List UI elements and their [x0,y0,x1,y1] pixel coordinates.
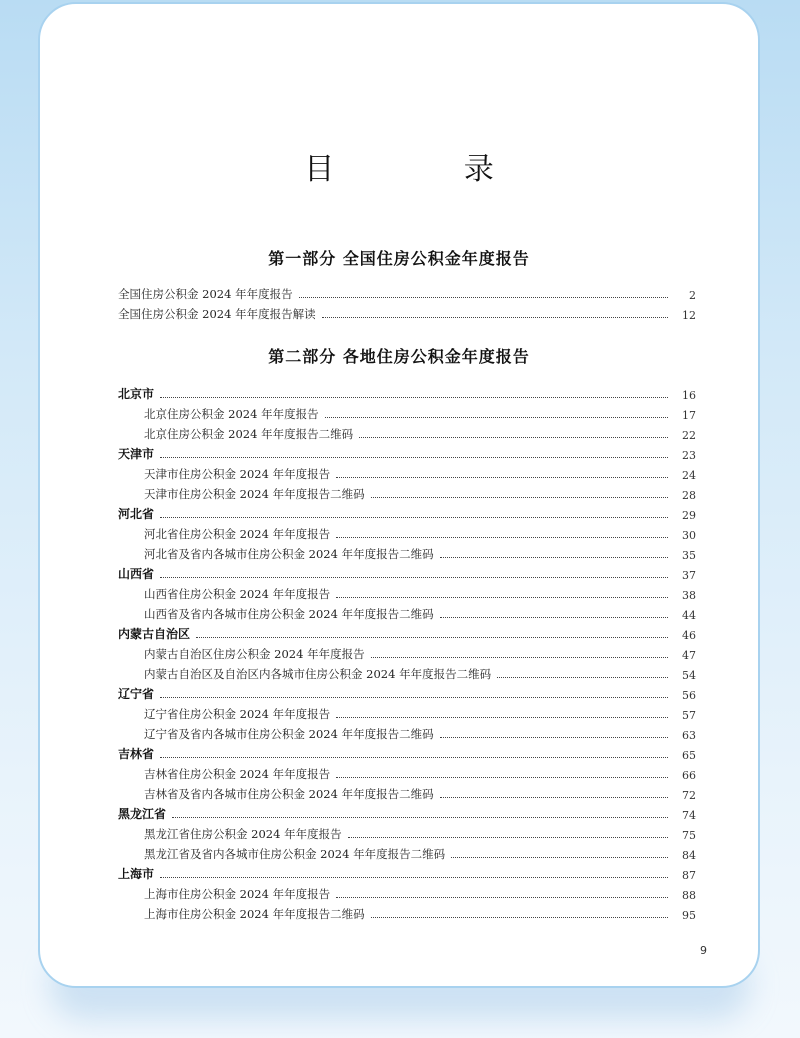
toc-entry[interactable] [118,422,696,442]
leader-dots [160,397,668,398]
toc-entry-label: 黑龙江省及省内各城市住房公积金 2024 年年度报告二维码 [144,847,446,861]
toc-entry-label: 吉林省及省内各城市住房公积金 2024 年年度报告二维码 [144,787,434,801]
page-number: 9 [700,944,707,957]
toc-entry-page: 12 [682,309,696,322]
toc-entry-label: 全国住房公积金 2024 年年度报告 [118,287,293,301]
toc-region[interactable] [118,742,696,762]
toc-entry-label: 河北省住房公积金 2024 年年度报告 [144,527,331,541]
toc-entry[interactable] [118,522,696,542]
toc-entry[interactable] [118,582,696,602]
toc-region-page: 37 [682,569,696,582]
toc-entry-label: 辽宁省及省内各城市住房公积金 2024 年年度报告二维码 [144,727,434,741]
toc-entry[interactable] [118,482,696,502]
toc-entry-page: 30 [682,529,696,542]
toc-region-page: 46 [682,629,696,642]
leader-dots [336,477,668,478]
toc-entry[interactable] [118,462,696,482]
toc-entry[interactable] [118,662,696,682]
toc-entry-label: 北京住房公积金 2024 年年度报告二维码 [144,427,354,441]
leader-dots [299,297,668,298]
part2-heading: 第二部分 各地住房公积金年度报告 [268,347,530,366]
toc-region[interactable] [118,862,696,882]
toc-entry[interactable] [118,882,696,902]
toc-entry[interactable] [118,822,696,842]
leader-dots [371,657,668,658]
toc-region[interactable] [118,442,696,462]
toc-entry-page: 35 [682,549,696,562]
leader-dots [497,677,668,678]
toc-region-label: 河北省 [118,507,155,521]
toc-region[interactable] [118,622,696,642]
toc-title: 目 录 [304,152,554,187]
toc-region-page: 56 [682,689,696,702]
document-page [38,2,760,988]
toc-region-label: 黑龙江省 [118,807,167,821]
toc-entry-label: 上海市住房公积金 2024 年年度报告 [144,887,331,901]
toc-region[interactable] [118,802,696,822]
leader-dots [336,717,668,718]
toc-region[interactable] [118,502,696,522]
toc-entry-page: 88 [682,889,696,902]
toc-region-page: 87 [682,869,696,882]
leader-dots [172,817,668,818]
toc-entry-label: 山西省及省内各城市住房公积金 2024 年年度报告二维码 [144,607,434,621]
toc-region-label: 北京市 [118,387,155,401]
toc-entry-page: 2 [689,289,696,302]
toc-entry-page: 24 [682,469,696,482]
leader-dots [440,737,668,738]
toc-entry-label: 天津市住房公积金 2024 年年度报告二维码 [144,487,365,501]
toc-entry[interactable] [118,602,696,622]
toc-entry-page: 57 [682,709,696,722]
toc-entry-page: 44 [682,609,696,622]
toc-entry[interactable] [118,902,696,922]
leader-dots [440,557,668,558]
leader-dots [196,637,668,638]
toc-entry-label: 山西省住房公积金 2024 年年度报告 [144,587,331,601]
toc-entry-page: 84 [682,849,696,862]
toc-entry-page: 28 [682,489,696,502]
toc-entry-label: 内蒙古自治区住房公积金 2024 年年度报告 [144,647,365,661]
toc-entry[interactable] [118,282,696,302]
toc-entry-page: 22 [682,429,696,442]
toc-entry-label: 黑龙江省住房公积金 2024 年年度报告 [144,827,342,841]
toc-entry-label: 北京住房公积金 2024 年年度报告 [144,407,319,421]
toc-region-label: 上海市 [118,867,155,881]
part1-heading: 第一部分 全国住房公积金年度报告 [268,249,530,268]
toc-region-label: 山西省 [118,567,155,581]
toc-entry[interactable] [118,302,696,322]
toc-entry[interactable] [118,542,696,562]
toc-entry-page: 63 [682,729,696,742]
toc-entry[interactable] [118,762,696,782]
leader-dots [371,497,668,498]
toc-entry[interactable] [118,642,696,662]
toc-region[interactable] [118,562,696,582]
toc-entry-page: 95 [682,909,696,922]
leader-dots [348,837,668,838]
leader-dots [160,517,668,518]
leader-dots [160,877,668,878]
toc-entry-label: 全国住房公积金 2024 年年度报告解读 [118,307,316,321]
leader-dots [451,857,668,858]
toc-entry-label: 吉林省住房公积金 2024 年年度报告 [144,767,331,781]
toc-entry-label: 内蒙古自治区及自治区内各城市住房公积金 2024 年年度报告二维码 [144,667,492,681]
leader-dots [336,897,668,898]
toc-entry-label: 河北省及省内各城市住房公积金 2024 年年度报告二维码 [144,547,434,561]
leader-dots [160,697,668,698]
toc-entry-label: 辽宁省住房公积金 2024 年年度报告 [144,707,331,721]
toc-entry-page: 66 [682,769,696,782]
toc-entry[interactable] [118,782,696,802]
leader-dots [160,757,668,758]
toc-entry[interactable] [118,402,696,422]
toc-entry[interactable] [118,702,696,722]
toc-region-label: 辽宁省 [118,687,155,701]
leader-dots [325,417,668,418]
toc-region-page: 29 [682,509,696,522]
leader-dots [440,797,668,798]
toc-region-page: 74 [682,809,696,822]
toc-region-page: 65 [682,749,696,762]
leader-dots [160,577,668,578]
toc-entry-page: 47 [682,649,696,662]
toc-region[interactable] [118,682,696,702]
leader-dots [440,617,668,618]
leader-dots [371,917,668,918]
leader-dots [336,777,668,778]
toc-entry-page: 54 [682,669,696,682]
leader-dots [359,437,668,438]
leader-dots [160,457,668,458]
toc-entry-page: 17 [682,409,696,422]
toc-region-label: 内蒙古自治区 [118,627,191,641]
toc-entry-page: 72 [682,789,696,802]
toc-region-label: 吉林省 [118,747,155,761]
toc-entry-label: 天津市住房公积金 2024 年年度报告 [144,467,331,481]
leader-dots [336,597,668,598]
toc-region-page: 23 [682,449,696,462]
toc-entry-page: 75 [682,829,696,842]
toc-entry-label: 上海市住房公积金 2024 年年度报告二维码 [144,907,365,921]
toc-entry-page: 38 [682,589,696,602]
toc-entry[interactable] [118,722,696,742]
leader-dots [322,317,668,318]
toc-entry[interactable] [118,842,696,862]
leader-dots [336,537,668,538]
toc-region-label: 天津市 [118,447,155,461]
toc-region-page: 16 [682,389,696,402]
toc-region[interactable] [118,382,696,402]
